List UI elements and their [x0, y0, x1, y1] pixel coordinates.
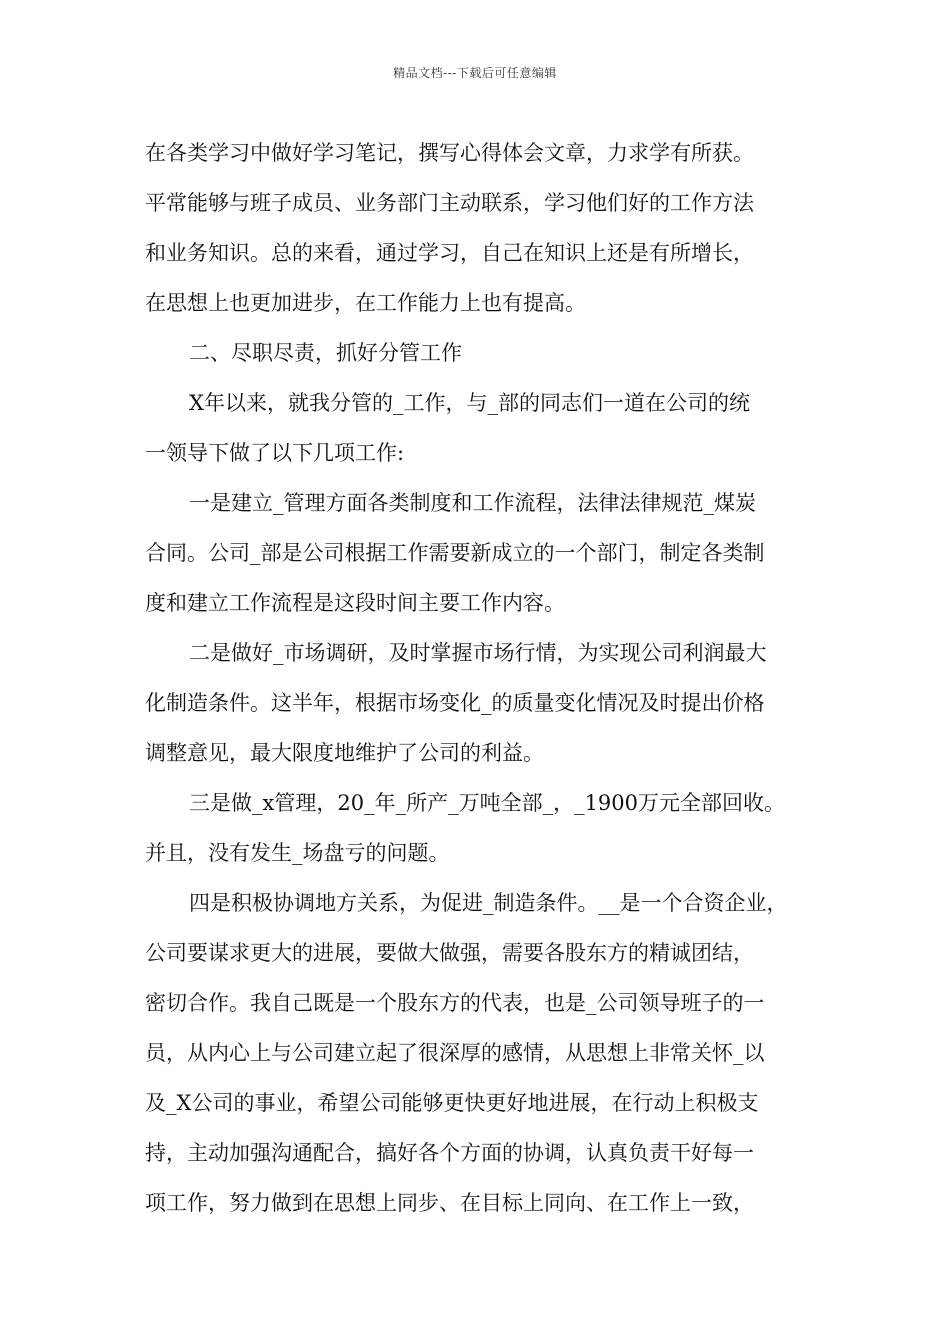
text-line: 化制造条件。这半年，根据市场变化_的质量变化情况及时提出价格	[145, 691, 765, 715]
text-line: 度和建立工作流程是这段时间主要工作内容。	[145, 591, 565, 615]
text-line: 并且，没有发生_场盘亏的问题。	[145, 841, 450, 865]
text-line: 在思想上也更加进步，在工作能力上也有提高。	[145, 291, 586, 315]
paragraph-start: 三是做_x管理，20_年_所产_万吨全部_，_1900万元全部回收。	[189, 791, 786, 815]
text-line: 平常能够与班子成员、业务部门主动联系，学习他们好的工作方法	[145, 191, 754, 215]
page-header: 精品文档---下载后可任意编辑	[393, 66, 557, 80]
text-line: 调整意见，最大限度地维护了公司的利益。	[145, 741, 544, 765]
text-line: 持，主动加强沟通配合，搞好各个方面的协调，认真负责干好每一	[145, 1141, 754, 1165]
paragraph-start: X年以来，就我分管的_工作，与_部的同志们一道在公司的统	[189, 391, 750, 415]
document-body	[145, 128, 815, 1228]
text-line: 合同。公司_部是公司根据工作需要新成立的一个部门，制定各类制	[145, 541, 765, 565]
text-line: 密切合作。我自己既是一个股东方的代表，也是_公司领导班子的一	[145, 991, 765, 1015]
text-line: 在各类学习中做好学习笔记，撰写心得体会文章，力求学有所获。	[145, 141, 754, 165]
text-line: 项工作，努力做到在思想上同步、在目标上同向、在工作上一致，	[145, 1191, 754, 1215]
text-line: 公司要谋求更大的进展，要做大做强，需要各股东方的精诚团结，	[145, 941, 754, 965]
text-line: 和业务知识。总的来看，通过学习，自己在知识上还是有所增长，	[145, 241, 754, 265]
section-heading: 二、尽职尽责，抓好分管工作	[189, 341, 462, 365]
text-line: 员，从内心上与公司建立起了很深厚的感情，从思想上非常关怀_以	[145, 1041, 765, 1065]
paragraph-start: 二是做好_市场调研，及时掌握市场行情，为实现公司利润最大	[189, 641, 767, 665]
text-line: 一领导下做了以下几项工作:	[145, 441, 405, 465]
paragraph-start: 一是建立_管理方面各类制度和工作流程，法律法律规范_煤炭	[189, 491, 756, 515]
paragraph-start: 四是积极协调地方关系，为促进_制造条件。__是一个合资企业，	[189, 891, 788, 915]
text-line: 及_X公司的事业，希望公司能够更快更好地进展，在行动上积极支	[145, 1091, 759, 1115]
